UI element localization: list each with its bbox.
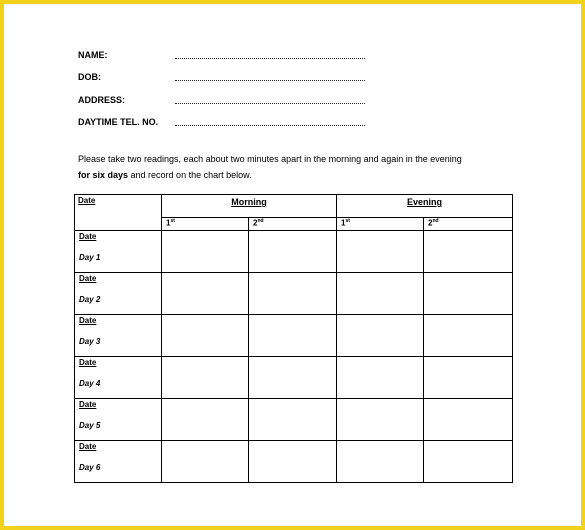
- day-name-label: Day 1: [79, 253, 101, 262]
- morning-first-header: 1st: [162, 218, 249, 231]
- table-row: [75, 357, 513, 399]
- day-name-label: Day 6: [79, 463, 101, 472]
- day-name-label: Day 3: [79, 337, 101, 346]
- day-cell: [75, 273, 162, 315]
- day-cell: [75, 357, 162, 399]
- day-name-label: Day 4: [79, 379, 101, 388]
- morning-second-cell[interactable]: [249, 441, 337, 483]
- table-row: [75, 315, 513, 357]
- evening-first-cell[interactable]: [337, 399, 424, 441]
- address-field[interactable]: [175, 103, 365, 104]
- instructions-line2-rest: and record on the chart below.: [128, 170, 252, 180]
- evening-second-cell[interactable]: [424, 231, 513, 273]
- morning-second-header: 2nd: [249, 218, 337, 231]
- instructions-line1: Please take two readings, each about two minutes apart in the morning and again in the evening: [78, 154, 462, 164]
- table-header-row: [75, 195, 513, 218]
- evening-first-header: 1st: [337, 218, 424, 231]
- date-column-header: Date: [75, 195, 162, 231]
- morning-second-cell[interactable]: [249, 273, 337, 315]
- day-name-label: Day 2: [79, 295, 101, 304]
- morning-first-cell[interactable]: [162, 273, 249, 315]
- evening-first-cell[interactable]: [337, 315, 424, 357]
- table-row: [75, 399, 513, 441]
- day-name-label: Day 5: [79, 421, 101, 430]
- day-date-label: Date: [79, 442, 97, 451]
- evening-first-cell[interactable]: [337, 231, 424, 273]
- instructions-emphasis: for six days: [78, 170, 129, 180]
- name-label: NAME:: [78, 50, 108, 60]
- day-date-label: Date: [79, 316, 97, 325]
- table-row: [75, 441, 513, 483]
- evening-second-cell[interactable]: [424, 273, 513, 315]
- dob-field[interactable]: [175, 80, 365, 81]
- evening-second-cell[interactable]: [424, 399, 513, 441]
- address-label: ADDRESS:: [78, 95, 126, 105]
- name-field[interactable]: [175, 58, 365, 59]
- evening-second-cell[interactable]: [424, 315, 513, 357]
- day-cell: [75, 231, 162, 273]
- morning-header: Morning: [162, 195, 337, 218]
- day-date-label: Date: [79, 400, 97, 409]
- day-cell: [75, 315, 162, 357]
- instructions-line2: [78, 167, 518, 183]
- morning-second-cell[interactable]: [249, 357, 337, 399]
- table-row: [75, 231, 513, 273]
- dob-label: DOB:: [78, 72, 101, 82]
- morning-first-cell[interactable]: [162, 399, 249, 441]
- morning-first-cell[interactable]: [162, 441, 249, 483]
- tel-field[interactable]: [175, 125, 365, 126]
- evening-header: Evening: [337, 195, 513, 218]
- day-date-label: Date: [79, 358, 97, 367]
- morning-first-cell[interactable]: [162, 231, 249, 273]
- morning-first-cell[interactable]: [162, 357, 249, 399]
- instructions: [78, 151, 518, 183]
- readings-table: [74, 194, 513, 483]
- evening-first-cell[interactable]: [337, 357, 424, 399]
- morning-first-cell[interactable]: [162, 315, 249, 357]
- tel-label: DAYTIME TEL. NO.: [78, 117, 159, 127]
- day-date-label: Date: [79, 274, 97, 283]
- evening-second-header: 2nd: [424, 218, 513, 231]
- evening-second-cell[interactable]: [424, 357, 513, 399]
- evening-second-cell[interactable]: [424, 441, 513, 483]
- evening-first-cell[interactable]: [337, 441, 424, 483]
- day-cell: [75, 399, 162, 441]
- evening-first-cell[interactable]: [337, 273, 424, 315]
- day-date-label: Date: [79, 232, 97, 241]
- morning-second-cell[interactable]: [249, 315, 337, 357]
- morning-second-cell[interactable]: [249, 231, 337, 273]
- table-row: [75, 273, 513, 315]
- day-cell: [75, 441, 162, 483]
- morning-second-cell[interactable]: [249, 399, 337, 441]
